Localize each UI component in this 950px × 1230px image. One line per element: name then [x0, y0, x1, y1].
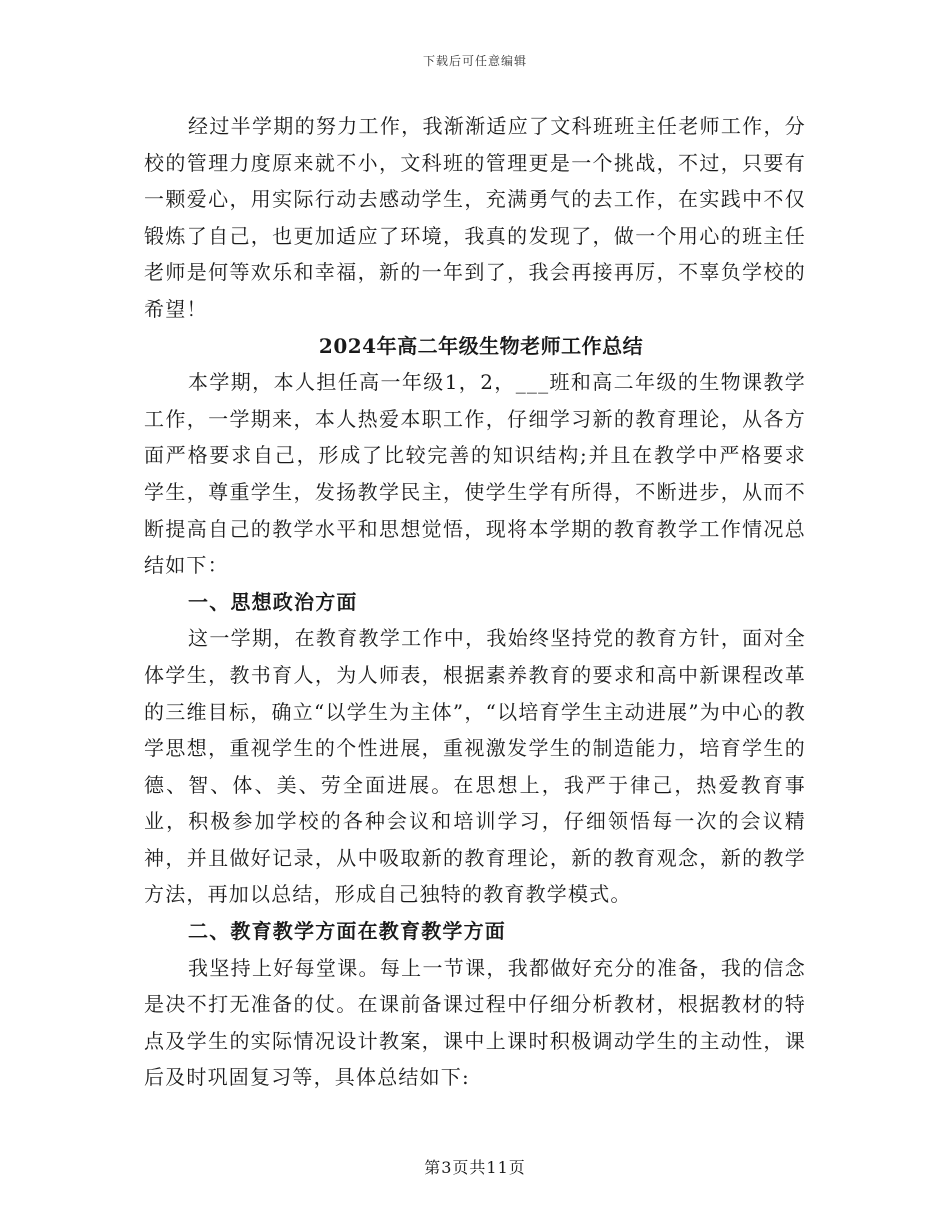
opening-paragraph: 本学期，本人担任高一年级1，2，___班和高二年级的生物课教学工作，一学期来，本人热爱本职工作，仔细学习新的教育理论，从各方面严格要求自己，形成了比较完善的知识结构;并且在教学中严格要求学生，尊重学生，发扬教学民主，使学生学有所得，不断进步，从而不断提高自己的教学水平和思想觉悟，现将本学期的教育教学工作情况总结如下： — [144, 370, 806, 578]
intro-paragraph: 经过半学期的努力工作，我渐渐适应了文科班班主任老师工作，分校的管理力度原来就不小，文科班的管理更是一个挑战，不过，只要有一颗爱心，用实际行动去感动学生，充满勇气的去工作，在实践中不仅锻炼了自己，也更加适应了环境，我真的发现了，做一个用心的班主任老师是何等欢乐和幸福，新的一年到了，我会再接再厉，不辜负学校的希望！ — [144, 114, 806, 321]
page-header: 下载后可任意编辑 — [422, 54, 527, 68]
page-footer: 第3页共11页 — [424, 1158, 526, 1177]
section-heading-teaching: 二、教育教学方面在教育教学方面 — [188, 919, 506, 944]
document-body — [144, 108, 806, 1096]
section-paragraph-teaching: 我坚持上好每堂课。每上一节课，我都做好充分的准备，我的信念是决不打无准备的仗。在课前备课过程中仔细分析教材，根据教材的特点及学生的实际情况设计教案，课中上课时积极调动学生的主动性，课后及时巩固复习等，具体总结如下: — [144, 955, 806, 1090]
section-paragraph-politics: 这一学期，在教育教学工作中，我始终坚持党的教育方针，面对全体学生，教书育人，为人师表，根据素养教育的要求和高中新课程改革的三维目标，确立“以学生为主体”，“以培育学生主动进展”为中心的教学思想，重视学生的个性进展，重视激发学生的制造能力，培育学生的德、智、体、美、劳全面进展。在思想上，我严于律己，热爱教育事业，积极参加学校的各种会议和培训学习，仔细领悟每一次的会议精神，并且做好记录，从中吸取新的教育理论，新的教育观念，新的教学方法，再加以总结，形成自己独特的教育教学模式。 — [144, 626, 806, 907]
section-heading-politics: 一、思想政治方面 — [188, 589, 358, 614]
document-title: 2024年高二年级生物老师工作总结 — [318, 333, 644, 358]
